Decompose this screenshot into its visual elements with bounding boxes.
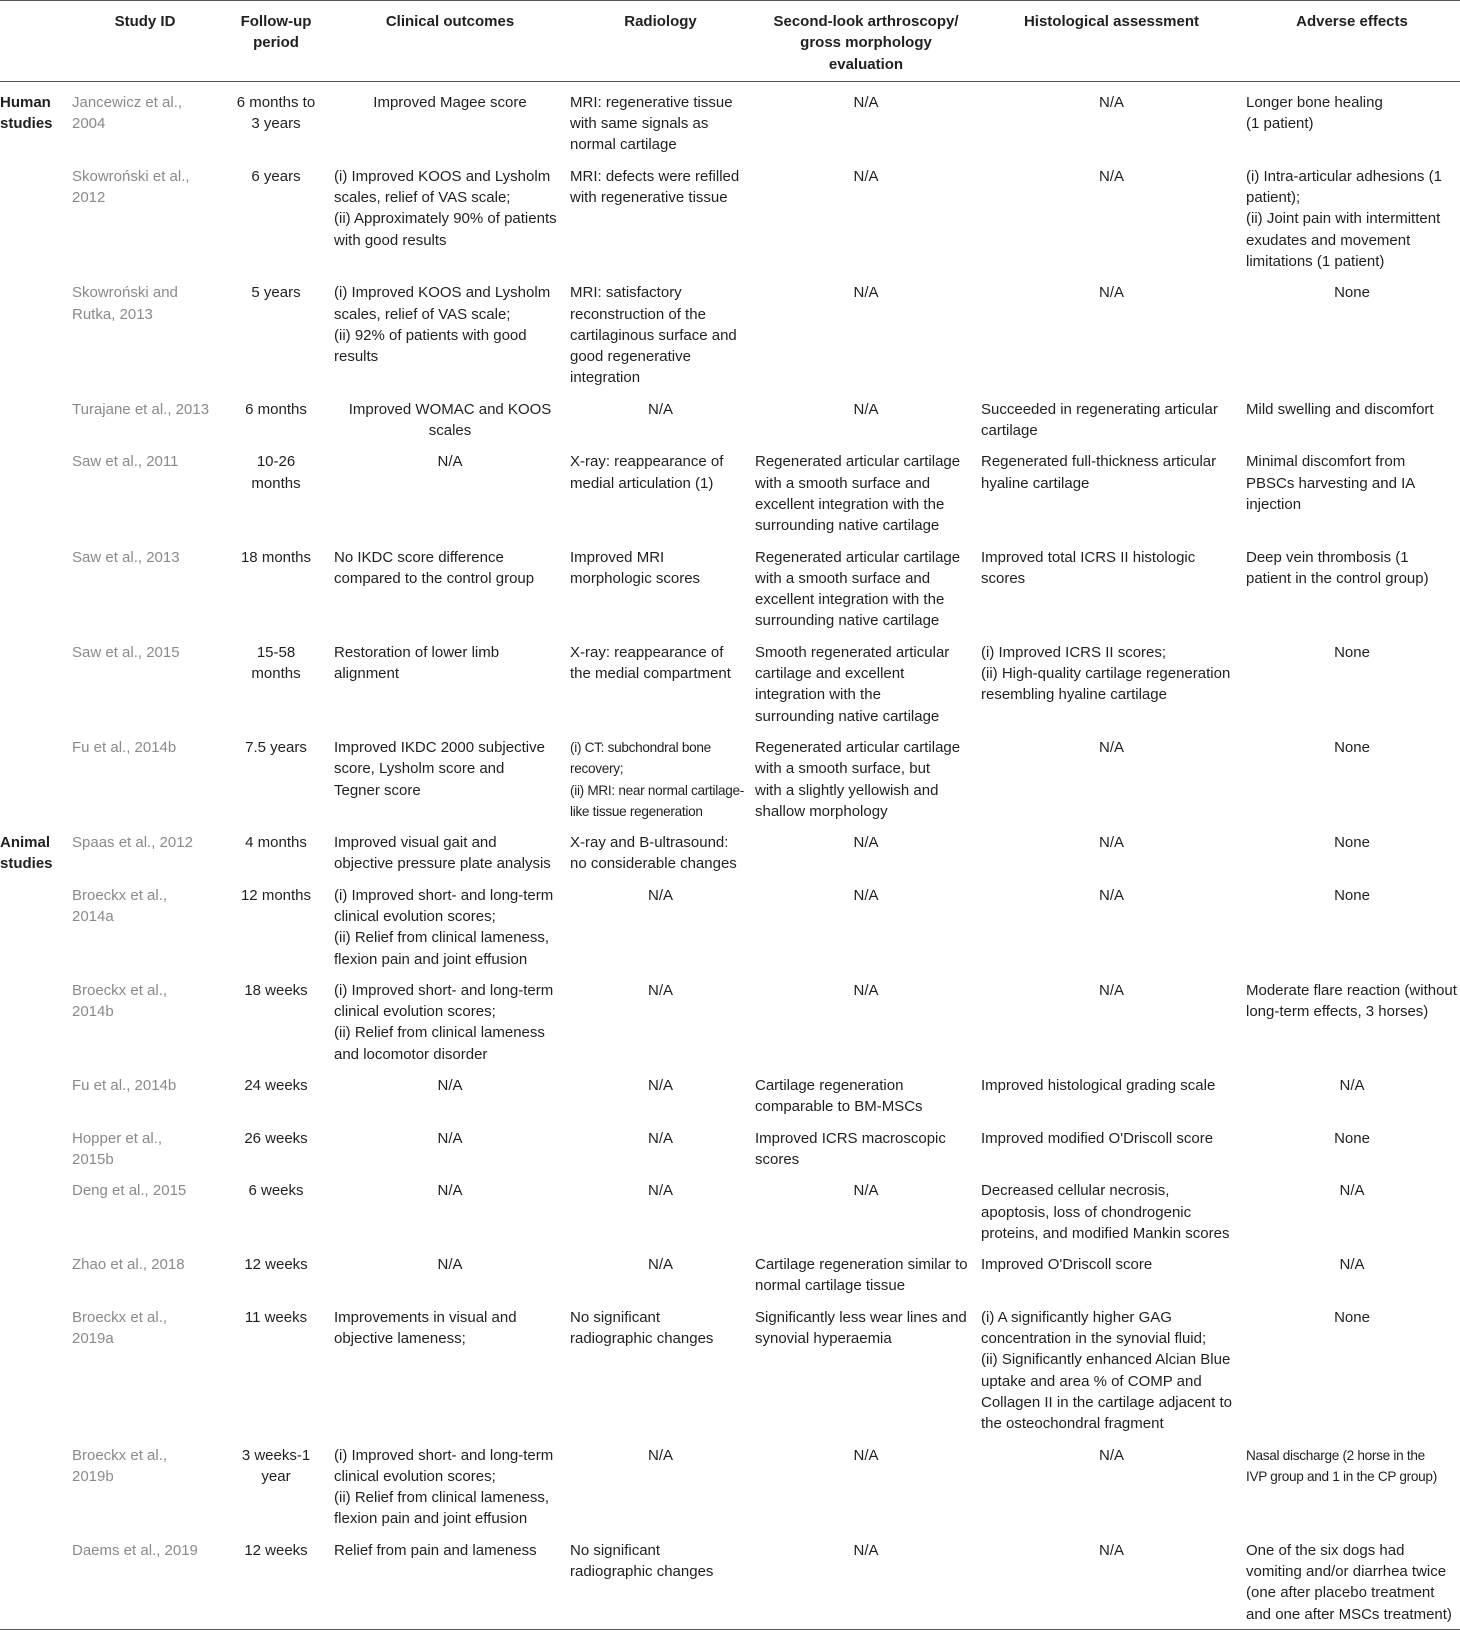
table-body [0,81,1460,1629]
header-study-id: Study ID [70,1,220,82]
cell-clinical-outcomes: Improved IKDC 2000 subjective score, Lysholm score and Tegner score [334,738,545,799]
cell-histology: N/A [1098,284,1124,302]
cell-arthroscopy: N/A [853,981,879,999]
cell-adverse-effects: Nasal discharge (2 horse in the IVP group and 1 in the CP group) [1246,1447,1437,1484]
cell-histology: Improved histological grading scale [981,1077,1216,1095]
cell-radiology: MRI: regenerative tissue with same signals as normal cartilage [570,93,733,154]
cell-radiology: MRI: satisfactory reconstruction of the cartilaginous surface and good regenerative integration [570,284,737,387]
cell-clinical-outcomes: N/A [437,1182,463,1200]
cell-clinical-outcomes: N/A [437,1077,463,1095]
cell-adverse-effects: Moderate flare reaction (without long-term effects, 3 horses) [1246,981,1457,1021]
group-cell [0,389,70,442]
cell-arthroscopy: N/A [853,284,879,302]
cell-histology: Improved O'Driscoll score [981,1256,1153,1274]
table-row [0,1244,1460,1297]
cell-arthroscopy: N/A [853,93,879,111]
header-histology: Histological assessment [979,1,1244,82]
cell-histology: N/A [1098,834,1124,852]
table-row [0,1170,1460,1244]
cell-histology: Decreased cellular necrosis, apoptosis, loss of chondrogenic proteins, and modified Mankin scores [981,1182,1230,1242]
cell-study-id: Deng et al., 2015 [72,1182,187,1200]
cell-follow-up: 6 months [245,400,307,418]
cell-clinical-outcomes: N/A [437,453,463,471]
cell-study-id: Saw et al., 2011 [72,453,179,471]
cell-clinical-outcomes: No IKDC score difference compared to the control group [334,548,535,587]
table-row [0,1118,1460,1171]
cell-arthroscopy: Regenerated articular cartilage with a smooth surface, but with a slightly yellowish and shallow morphology [755,738,961,820]
cell-clinical-outcomes: N/A [437,1256,463,1274]
cell-histology: N/A [1098,1446,1124,1464]
cell-clinical-outcomes: N/A [437,1129,463,1147]
cell-adverse-effects: One of the six dogs had vomiting and/or diarrhea twice (one after placebo treatment and one after MSCs treatment) [1244,1530,1460,1630]
cell-adverse-effects: Minimal discomfort from PBSCs harvesting and IA injection [1246,453,1416,513]
cell-histology: (i) Improved ICRS II scores; (ii) High-quality cartilage regeneration resembling hyaline cartilage [981,643,1231,704]
cell-follow-up: 26 weeks [244,1129,308,1147]
cell-arthroscopy: N/A [853,1446,879,1464]
group-cell [0,1118,70,1171]
group-cell [0,727,70,822]
cell-adverse-effects: None [1334,834,1370,852]
cell-study-id: Broeckx et al., 2019a [72,1308,168,1348]
cell-arthroscopy: N/A [853,886,879,904]
cell-arthroscopy: N/A [753,1530,979,1630]
cell-study-id: Broeckx et al., 2019b [72,1446,168,1485]
cell-study-id: Saw et al., 2013 [72,548,180,566]
cell-clinical-outcomes: Relief from pain and lameness [332,1530,568,1630]
cell-radiology: N/A [647,1182,673,1200]
group-cell [0,1244,70,1297]
table-row [0,81,1460,155]
cell-adverse-effects: None [1334,643,1370,661]
cell-clinical-outcomes: (i) Improved short- and long-term clinical evolution scores; (ii) Relief from clinical lameness, flexion pain and joint effusion [334,886,554,968]
cell-adverse-effects: None [1334,284,1370,302]
table-row [0,1435,1460,1530]
cell-histology: Regenerated full-thickness articular hyaline cartilage [981,453,1217,492]
cell-follow-up: 5 years [251,284,301,302]
cell-follow-up: 24 weeks [244,1077,308,1095]
cell-arthroscopy: N/A [853,834,879,852]
cell-adverse-effects: N/A [1339,1077,1365,1095]
header-adverse-effects: Adverse effects [1244,1,1460,82]
cell-radiology: X-ray and B-ultrasound: no considerable changes [570,834,737,873]
cell-radiology: X-ray: reappearance of medial articulation (1) [570,453,724,492]
cell-follow-up: 10-26 months [251,453,301,492]
cell-histology: N/A [979,1530,1244,1630]
cell-study-id: Spaas et al., 2012 [72,834,193,852]
group-cell [0,1530,70,1630]
table-row [0,1530,1460,1630]
table-row [0,970,1460,1065]
cell-histology: Succeeded in regenerating articular cartilage [981,400,1218,440]
cell-histology: N/A [1098,93,1124,111]
header-row [0,1,1460,82]
group-cell [0,970,70,1065]
cell-arthroscopy: Regenerated articular cartilage with a smooth surface and excellent integration with the surrounding native cartilage [755,453,961,535]
cell-arthroscopy: N/A [853,167,879,185]
cell-histology: N/A [1098,981,1124,999]
group-cell [0,272,70,388]
cell-arthroscopy: Cartilage regeneration comparable to BM-MSCs [755,1077,923,1116]
cell-radiology: Improved MRI morphologic scores [570,548,701,587]
cell-clinical-outcomes: Improved Magee score [373,93,527,111]
table-row [0,727,1460,822]
cell-study-id: Turajane et al., 2013 [72,400,210,418]
group-cell [0,156,70,272]
cell-radiology: N/A [647,1446,673,1464]
cell-histology: (i) A significantly higher GAG concentration in the synovial fluid; (ii) Significantly enhanced Alcian Blue uptake and area % of COMP and Collagen II in the cartilage adjacent to the osteochondral fragment [981,1308,1232,1433]
cell-follow-up: 12 months [240,886,312,904]
table-row [0,272,1460,388]
cell-histology: N/A [1098,738,1124,756]
cell-histology: N/A [1098,167,1124,185]
cell-study-id: Skowroński and Rutka, 2013 [72,284,178,323]
cell-study-id: Fu et al., 2014b [72,738,177,756]
cell-follow-up: 6 years [251,167,301,185]
cell-follow-up: 12 weeks [220,1530,332,1630]
header-arthroscopy: Second-look arthroscopy/ gross morphology evaluation [753,1,979,82]
cell-follow-up: 15-58 months [251,643,301,683]
cell-clinical-outcomes: Improvements in visual and objective lameness; [334,1308,517,1348]
cell-clinical-outcomes: Restoration of lower limb alignment [334,643,500,683]
cell-arthroscopy: N/A [853,1182,879,1200]
header-follow-up: Follow-up period [220,1,332,82]
cell-radiology: N/A [647,400,673,418]
header-clinical-outcomes: Clinical outcomes [332,1,568,82]
table-row [0,822,1460,875]
cell-adverse-effects: Deep vein thrombosis (1 patient in the control group) [1246,548,1429,587]
cell-adverse-effects: N/A [1339,1182,1365,1200]
table-row [0,389,1460,442]
group-cell [0,537,70,632]
cell-follow-up: 3 weeks-1 year [241,1446,311,1485]
cell-arthroscopy: Cartilage regeneration similar to normal cartilage tissue [755,1256,968,1295]
cell-radiology: (i) CT: subchondral bone recovery; (ii) MRI: near normal cartilage- like tissue regeneration [570,739,744,819]
group-cell [0,1170,70,1244]
group-label-animal: Animal studies [0,834,53,873]
cell-radiology: No significant radiographic changes [568,1530,753,1630]
table-row [0,1297,1460,1435]
cell-adverse-effects: N/A [1339,1256,1365,1274]
group-cell [0,632,70,727]
table-row [0,875,1460,970]
cell-study-id: Broeckx et al., 2014b [72,981,168,1021]
table-row [0,156,1460,272]
cell-arthroscopy: Improved ICRS macroscopic scores [755,1129,946,1168]
cell-follow-up: 12 weeks [244,1256,308,1274]
cell-follow-up: 11 weeks [244,1308,308,1326]
header-group [0,1,70,82]
cell-study-id: Skowroński et al., 2012 [72,167,190,207]
cell-adverse-effects: Mild swelling and discomfort [1246,400,1434,418]
cell-follow-up: 7.5 years [245,738,307,756]
table-row [0,632,1460,727]
cell-histology: N/A [1098,886,1124,904]
cell-radiology: N/A [647,1129,673,1147]
header-radiology: Radiology [568,1,753,82]
cell-arthroscopy: Regenerated articular cartilage with a smooth surface and excellent integration with the surrounding native cartilage [755,548,961,630]
cell-clinical-outcomes: (i) Improved KOOS and Lysholm scales, relief of VAS scale; (ii) 92% of patients with good results [334,284,551,366]
cell-study-id: Broeckx et al., 2014a [72,886,168,925]
group-cell [0,441,70,536]
cell-study-id: Zhao et al., 2018 [72,1256,185,1274]
cell-study-id: Fu et al., 2014b [72,1077,177,1095]
cell-radiology: N/A [647,981,673,999]
cell-arthroscopy: Smooth regenerated articular cartilage and excellent integration with the surrounding native cartilage [755,643,950,725]
cell-follow-up: 6 months to 3 years [236,93,316,133]
cell-radiology: MRI: defects were refilled with regenerative tissue [570,167,740,207]
cell-arthroscopy: Significantly less wear lines and synovial hyperaemia [755,1308,967,1348]
cell-radiology: N/A [647,1256,673,1274]
cell-clinical-outcomes: (i) Improved short- and long-term clinical evolution scores; (ii) Relief from clinical lameness and locomotor disorder [334,981,554,1063]
table-row [0,1065,1460,1118]
group-cell [0,1435,70,1530]
group-cell [0,875,70,970]
group-label-human: Human studies [0,93,53,133]
cell-clinical-outcomes: (i) Improved short- and long-term clinical evolution scores; (ii) Relief from clinical lameness, flexion pain and joint effusion [334,1446,554,1528]
cell-follow-up: 18 months [240,548,312,566]
cell-clinical-outcomes: Improved WOMAC and KOOS scales [348,400,552,440]
cell-radiology: N/A [647,1077,673,1095]
cell-clinical-outcomes: Improved visual gait and objective pressure plate analysis [334,834,551,873]
cell-adverse-effects: Longer bone healing (1 patient) [1246,93,1383,133]
table-row [0,441,1460,536]
cell-radiology: X-ray: reappearance of the medial compartment [570,643,731,683]
table-row [0,537,1460,632]
table-header [0,1,1460,82]
cell-adverse-effects: None [1334,886,1370,904]
cell-study-id: Hopper et al., 2015b [72,1129,163,1168]
cell-radiology: N/A [647,886,673,904]
cell-study-id: Jancewicz et al., 2004 [72,93,183,133]
cell-follow-up: 4 months [245,834,307,852]
group-cell [0,1065,70,1118]
cell-clinical-outcomes: (i) Improved KOOS and Lysholm scales, relief of VAS scale; (ii) Approximately 90% of patients with good results [334,167,557,249]
cell-adverse-effects: (i) Intra-articular adhesions (1 patient); (ii) Joint pain with intermittent exudates and movement limitations (1 patient) [1246,167,1442,270]
cell-radiology: No significant radiographic changes [570,1308,714,1348]
cell-follow-up: 18 weeks [244,981,308,999]
cell-study-id: Saw et al., 2015 [72,643,180,661]
cell-histology: Improved total ICRS II histologic scores [981,548,1196,587]
cell-study-id: Daems et al., 2019 [70,1530,220,1630]
cell-follow-up: 6 weeks [248,1182,304,1200]
cell-arthroscopy: N/A [853,400,879,418]
cell-adverse-effects: None [1334,1129,1370,1147]
cell-adverse-effects: None [1334,738,1370,756]
cell-histology: Improved modified O'Driscoll score [981,1129,1214,1147]
cell-adverse-effects: None [1334,1308,1370,1326]
group-cell [0,1297,70,1435]
